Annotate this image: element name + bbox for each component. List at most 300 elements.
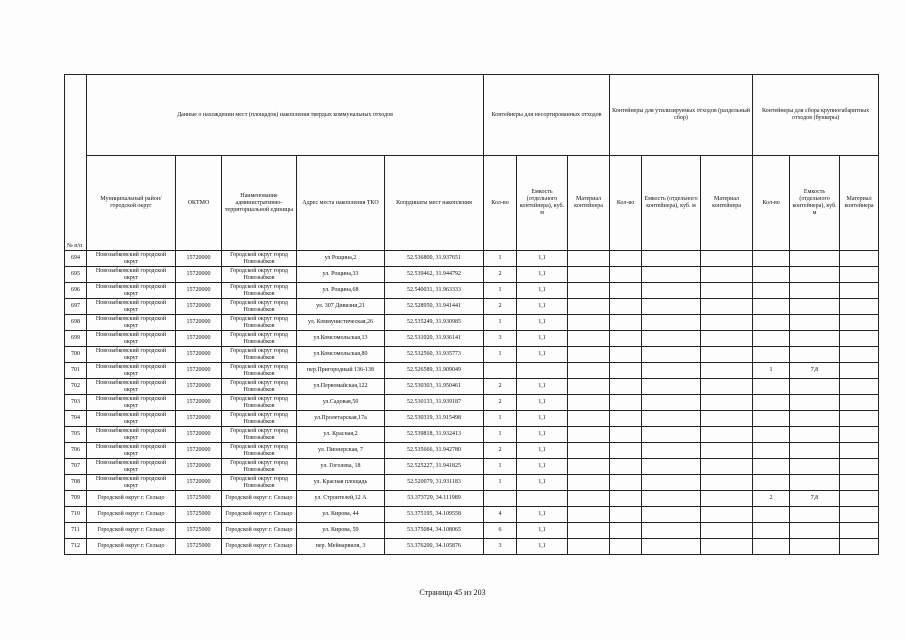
table-body <box>65 251 879 555</box>
cell-material-unsorted <box>568 347 610 363</box>
cell-material-bulky <box>840 299 879 315</box>
table-row <box>65 523 879 539</box>
cell-qty-sorted <box>610 283 642 299</box>
cell-number: 706 <box>65 443 87 459</box>
cell-capacity-unsorted: 1,1 <box>517 443 568 459</box>
cell-qty-sorted <box>610 331 642 347</box>
cell-oktmo: 15720000 <box>176 427 222 443</box>
cell-qty-unsorted: 6 <box>484 523 517 539</box>
cell-material-unsorted <box>568 523 610 539</box>
cell-material-unsorted <box>568 283 610 299</box>
cell-qty-unsorted: 1 <box>484 283 517 299</box>
cell-number: 711 <box>65 523 87 539</box>
cell-municipality: Городской округ г. Сельцо <box>87 523 176 539</box>
cell-material-sorted <box>701 443 753 459</box>
cell-capacity-unsorted: 1,1 <box>517 395 568 411</box>
cell-capacity-unsorted: 1,1 <box>517 379 568 395</box>
cell-material-sorted <box>701 283 753 299</box>
cell-capacity-bulky <box>790 523 840 539</box>
cell-municipality: Новозыбковский городской округ <box>87 331 176 347</box>
header-row-groups <box>65 75 879 156</box>
cell-municipality: Новозыбковский городской округ <box>87 395 176 411</box>
cell-capacity-bulky <box>790 475 840 491</box>
cell-oktmo: 15725000 <box>176 523 222 539</box>
cell-address: ул.Комсомольская,80 <box>297 347 385 363</box>
cell-material-bulky <box>840 331 879 347</box>
cell-admin-unit: Городской округ город Новозыбков <box>222 251 297 267</box>
header-admin-unit: Наименование административно-территориальной единицы <box>222 156 297 251</box>
cell-capacity-bulky <box>790 427 840 443</box>
cell-qty-unsorted: 1 <box>484 347 517 363</box>
cell-capacity-sorted <box>642 363 701 379</box>
cell-capacity-sorted <box>642 507 701 523</box>
table-row <box>65 283 879 299</box>
cell-material-unsorted <box>568 363 610 379</box>
cell-qty-sorted <box>610 507 642 523</box>
cell-capacity-unsorted: 1,1 <box>517 299 568 315</box>
cell-oktmo: 15720000 <box>176 379 222 395</box>
cell-qty-bulky <box>753 315 790 331</box>
header-coords: Координаты мест накопления <box>385 156 484 251</box>
cell-qty-unsorted <box>484 363 517 379</box>
cell-qty-sorted <box>610 251 642 267</box>
cell-admin-unit: Городской округ город Новозыбков <box>222 443 297 459</box>
cell-material-bulky <box>840 251 879 267</box>
cell-material-sorted <box>701 347 753 363</box>
cell-capacity-bulky <box>790 539 840 555</box>
cell-address: ул Рощина,2 <box>297 251 385 267</box>
cell-capacity-sorted <box>642 539 701 555</box>
cell-capacity-unsorted: 1,1 <box>517 267 568 283</box>
cell-address: ул. Строителей,12 А <box>297 491 385 507</box>
cell-municipality: Городской округ г. Сельцо <box>87 539 176 555</box>
cell-number: 694 <box>65 251 87 267</box>
cell-material-unsorted <box>568 491 610 507</box>
cell-material-unsorted <box>568 427 610 443</box>
cell-admin-unit: Городской округ город Новозыбков <box>222 267 297 283</box>
cell-oktmo: 15725000 <box>176 539 222 555</box>
cell-qty-bulky <box>753 443 790 459</box>
cell-admin-unit: Городской округ город Новозыбков <box>222 459 297 475</box>
cell-material-unsorted <box>568 539 610 555</box>
cell-material-sorted <box>701 395 753 411</box>
table-row <box>65 315 879 331</box>
cell-material-sorted <box>701 251 753 267</box>
page-footer: Страница 45 из 203 <box>419 588 486 597</box>
cell-admin-unit: Городской округ город Новозыбков <box>222 379 297 395</box>
cell-qty-bulky <box>753 507 790 523</box>
cell-qty-bulky <box>753 331 790 347</box>
cell-capacity-bulky <box>790 267 840 283</box>
cell-capacity-sorted <box>642 427 701 443</box>
cell-capacity-unsorted <box>517 491 568 507</box>
cell-oktmo: 15720000 <box>176 299 222 315</box>
cell-qty-unsorted: 3 <box>484 331 517 347</box>
cell-number: 703 <box>65 395 87 411</box>
cell-qty-unsorted: 1 <box>484 411 517 427</box>
cell-oktmo: 15720000 <box>176 251 222 267</box>
cell-address: ул.Первомайская,122 <box>297 379 385 395</box>
header-material-sorted: Материал контейнера <box>701 156 753 251</box>
cell-address: ул. Коммунистическая,26 <box>297 315 385 331</box>
cell-material-sorted <box>701 411 753 427</box>
cell-material-sorted <box>701 315 753 331</box>
cell-qty-bulky <box>753 283 790 299</box>
cell-oktmo: 15720000 <box>176 411 222 427</box>
cell-admin-unit: Городской округ город Новозыбков <box>222 411 297 427</box>
cell-qty-bulky: 2 <box>753 491 790 507</box>
cell-municipality: Новозыбковский городской округ <box>87 267 176 283</box>
cell-coords: 52.540031, 31.963333 <box>385 283 484 299</box>
cell-qty-bulky <box>753 395 790 411</box>
cell-admin-unit: Городской округ город Новозыбков <box>222 315 297 331</box>
cell-qty-unsorted: 1 <box>484 251 517 267</box>
cell-municipality: Новозыбковский городской округ <box>87 347 176 363</box>
cell-qty-bulky <box>753 251 790 267</box>
cell-capacity-unsorted: 1,1 <box>517 283 568 299</box>
cell-oktmo: 15720000 <box>176 363 222 379</box>
cell-address: пер. Мейнарвиля, 3 <box>297 539 385 555</box>
cell-number: 699 <box>65 331 87 347</box>
cell-municipality: Новозыбковский городской округ <box>87 443 176 459</box>
cell-admin-unit: Городской округ город Новозыбков <box>222 427 297 443</box>
cell-number: 701 <box>65 363 87 379</box>
cell-capacity-bulky <box>790 459 840 475</box>
cell-qty-unsorted: 2 <box>484 299 517 315</box>
table-row <box>65 507 879 523</box>
cell-number: 710 <box>65 507 87 523</box>
header-oktmo: ОКТМО <box>176 156 222 251</box>
cell-qty-bulky <box>753 347 790 363</box>
cell-material-bulky <box>840 459 879 475</box>
cell-material-sorted <box>701 539 753 555</box>
cell-material-bulky <box>840 347 879 363</box>
cell-material-bulky <box>840 411 879 427</box>
header-qty-unsorted: Кол-во <box>484 156 517 251</box>
cell-capacity-sorted <box>642 299 701 315</box>
table-row <box>65 251 879 267</box>
cell-number: 708 <box>65 475 87 491</box>
cell-address: ул.Садовая,50 <box>297 395 385 411</box>
cell-material-unsorted <box>568 443 610 459</box>
cell-capacity-unsorted: 1,1 <box>517 251 568 267</box>
cell-material-unsorted <box>568 315 610 331</box>
cell-material-bulky <box>840 507 879 523</box>
cell-municipality: Новозыбковский городской округ <box>87 459 176 475</box>
cell-number: 696 <box>65 283 87 299</box>
cell-capacity-unsorted: 1,1 <box>517 347 568 363</box>
cell-capacity-sorted <box>642 475 701 491</box>
cell-capacity-bulky <box>790 283 840 299</box>
table-row <box>65 363 879 379</box>
cell-qty-unsorted: 2 <box>484 395 517 411</box>
cell-material-bulky <box>840 427 879 443</box>
cell-oktmo: 15720000 <box>176 395 222 411</box>
cell-address: ул. Пионерская, 7 <box>297 443 385 459</box>
cell-material-unsorted <box>568 507 610 523</box>
cell-coords: 52.525227, 31.941825 <box>385 459 484 475</box>
cell-coords: 52.531020, 31.936141 <box>385 331 484 347</box>
cell-qty-unsorted: 4 <box>484 507 517 523</box>
cell-address: ул. Красная площадь <box>297 475 385 491</box>
cell-qty-sorted <box>610 539 642 555</box>
cell-material-sorted <box>701 427 753 443</box>
cell-address: ул. Красная,2 <box>297 427 385 443</box>
cell-qty-unsorted: 1 <box>484 427 517 443</box>
table-row <box>65 379 879 395</box>
cell-qty-bulky <box>753 411 790 427</box>
cell-capacity-sorted <box>642 491 701 507</box>
cell-capacity-bulky <box>790 395 840 411</box>
cell-qty-unsorted: 3 <box>484 539 517 555</box>
cell-capacity-sorted <box>642 267 701 283</box>
table-row <box>65 395 879 411</box>
header-sorted-group: Контейнеры для утилизируемых отходов (раздельный сбор) <box>610 75 753 156</box>
cell-material-bulky <box>840 363 879 379</box>
cell-capacity-unsorted: 1,1 <box>517 523 568 539</box>
cell-coords: 52.530303, 31.950461 <box>385 379 484 395</box>
cell-number: 695 <box>65 267 87 283</box>
cell-admin-unit: Городской округ город Новозыбков <box>222 283 297 299</box>
cell-address: ул. Рощина,68 <box>297 283 385 299</box>
table-row <box>65 347 879 363</box>
cell-qty-unsorted: 1 <box>484 459 517 475</box>
cell-capacity-bulky <box>790 251 840 267</box>
header-qty-bulky: Кол-во <box>753 156 790 251</box>
cell-capacity-bulky <box>790 299 840 315</box>
table-row <box>65 459 879 475</box>
cell-material-unsorted <box>568 251 610 267</box>
table-row <box>65 539 879 555</box>
cell-capacity-unsorted: 1,1 <box>517 331 568 347</box>
header-capacity-unsorted: Емкость (отдельного контейнера), куб. м <box>517 156 568 251</box>
cell-address: ул.Пролетарская,17а <box>297 411 385 427</box>
header-qty-sorted: Кол-во <box>610 156 642 251</box>
cell-capacity-sorted <box>642 251 701 267</box>
cell-municipality: Новозыбковский городской округ <box>87 379 176 395</box>
cell-coords: 52.530133, 31.939187 <box>385 395 484 411</box>
cell-qty-sorted <box>610 315 642 331</box>
cell-oktmo: 15720000 <box>176 475 222 491</box>
cell-municipality: Новозыбковский городской округ <box>87 475 176 491</box>
cell-qty-bulky <box>753 523 790 539</box>
cell-municipality: Новозыбковский городской округ <box>87 427 176 443</box>
cell-capacity-sorted <box>642 347 701 363</box>
cell-coords: 53.376200, 34.105876 <box>385 539 484 555</box>
cell-admin-unit: Городской округ город Новозыбков <box>222 475 297 491</box>
cell-municipality: Новозыбковский городской округ <box>87 283 176 299</box>
cell-capacity-sorted <box>642 379 701 395</box>
cell-capacity-sorted <box>642 395 701 411</box>
cell-material-unsorted <box>568 459 610 475</box>
cell-material-sorted <box>701 523 753 539</box>
header-material-unsorted: Материал контейнера <box>568 156 610 251</box>
table-row <box>65 411 879 427</box>
cell-capacity-sorted <box>642 523 701 539</box>
cell-material-unsorted <box>568 331 610 347</box>
cell-qty-sorted <box>610 427 642 443</box>
cell-material-unsorted <box>568 475 610 491</box>
header-number: № п/п <box>65 75 87 251</box>
cell-coords: 52.535249, 31.930985 <box>385 315 484 331</box>
cell-material-sorted <box>701 299 753 315</box>
cell-capacity-bulky <box>790 347 840 363</box>
cell-admin-unit: Городской округ город Новозыбков <box>222 299 297 315</box>
cell-material-sorted <box>701 363 753 379</box>
cell-address: ул. Гоголева, 18 <box>297 459 385 475</box>
cell-material-unsorted <box>568 299 610 315</box>
cell-capacity-sorted <box>642 315 701 331</box>
cell-address: ул. Кирова, 44 <box>297 507 385 523</box>
cell-capacity-bulky <box>790 411 840 427</box>
cell-municipality: Новозыбковский городской округ <box>87 363 176 379</box>
header-material-bulky: Материал контейнера <box>840 156 879 251</box>
header-capacity-sorted: Емкость (отдельного контейнера), куб. м <box>642 156 701 251</box>
cell-material-bulky <box>840 491 879 507</box>
cell-material-sorted <box>701 379 753 395</box>
cell-qty-unsorted: 2 <box>484 443 517 459</box>
table-row <box>65 331 879 347</box>
cell-qty-bulky: 1 <box>753 363 790 379</box>
cell-capacity-unsorted: 1,1 <box>517 459 568 475</box>
cell-number: 698 <box>65 315 87 331</box>
cell-admin-unit: Городской округ г. Сельцо <box>222 523 297 539</box>
cell-qty-unsorted: 2 <box>484 379 517 395</box>
cell-material-bulky <box>840 443 879 459</box>
cell-coords: 52.528950, 31.941441 <box>385 299 484 315</box>
cell-address: ул. 307 Дивизии,21 <box>297 299 385 315</box>
cell-material-bulky <box>840 523 879 539</box>
cell-number: 700 <box>65 347 87 363</box>
cell-qty-sorted <box>610 491 642 507</box>
cell-number: 707 <box>65 459 87 475</box>
cell-capacity-bulky <box>790 379 840 395</box>
cell-material-bulky <box>840 283 879 299</box>
table-row <box>65 443 879 459</box>
cell-capacity-unsorted <box>517 363 568 379</box>
cell-oktmo: 15720000 <box>176 283 222 299</box>
cell-material-unsorted <box>568 267 610 283</box>
cell-number: 704 <box>65 411 87 427</box>
cell-address: ул. Рощина,33 <box>297 267 385 283</box>
header-address: Адрес места накопления ТКО <box>297 156 385 251</box>
cell-oktmo: 15720000 <box>176 267 222 283</box>
cell-capacity-unsorted: 1,1 <box>517 539 568 555</box>
cell-qty-sorted <box>610 379 642 395</box>
cell-capacity-sorted <box>642 443 701 459</box>
cell-municipality: Новозыбковский городской округ <box>87 299 176 315</box>
header-capacity-bulky: Емкость (отдельного контейнера), куб. м <box>790 156 840 251</box>
cell-qty-unsorted: 1 <box>484 315 517 331</box>
cell-material-bulky <box>840 315 879 331</box>
cell-coords: 52.532560, 31.935773 <box>385 347 484 363</box>
cell-capacity-sorted <box>642 459 701 475</box>
table-row <box>65 491 879 507</box>
cell-material-unsorted <box>568 395 610 411</box>
cell-municipality: Новозыбковский городской округ <box>87 251 176 267</box>
cell-material-sorted <box>701 267 753 283</box>
cell-admin-unit: Городской округ город Новозыбков <box>222 395 297 411</box>
cell-capacity-bulky: 7,8 <box>790 491 840 507</box>
cell-admin-unit: Городской округ город Новозыбков <box>222 347 297 363</box>
cell-material-sorted <box>701 459 753 475</box>
cell-qty-sorted <box>610 523 642 539</box>
cell-capacity-unsorted: 1,1 <box>517 411 568 427</box>
cell-qty-unsorted: 2 <box>484 267 517 283</box>
cell-coords: 53.373729, 34.111989 <box>385 491 484 507</box>
cell-qty-sorted <box>610 443 642 459</box>
cell-material-unsorted <box>568 379 610 395</box>
cell-municipality: Городской округ г. Сельцо <box>87 507 176 523</box>
cell-material-bulky <box>840 475 879 491</box>
waste-sites-table <box>64 74 879 555</box>
header-municipality: Муниципальный район/городской округ <box>87 156 176 251</box>
cell-municipality: Новозыбковский городской округ <box>87 315 176 331</box>
cell-municipality: Городской округ г. Сельцо <box>87 491 176 507</box>
cell-capacity-bulky <box>790 331 840 347</box>
cell-coords: 52.535666, 31.942780 <box>385 443 484 459</box>
cell-coords: 52.526589, 31.909049 <box>385 363 484 379</box>
cell-qty-bulky <box>753 539 790 555</box>
cell-capacity-bulky: 7,8 <box>790 363 840 379</box>
cell-capacity-unsorted: 1,1 <box>517 507 568 523</box>
cell-qty-sorted <box>610 299 642 315</box>
cell-oktmo: 15720000 <box>176 459 222 475</box>
cell-oktmo: 15720000 <box>176 443 222 459</box>
header-location-group: Данные о нахождении мест (площадок) накопления твердых коммунальных отходов <box>87 75 484 156</box>
cell-coords: 52.539462, 31.944792 <box>385 267 484 283</box>
cell-admin-unit: Городской округ город Новозыбков <box>222 363 297 379</box>
cell-address: ул. Кирова, 59 <box>297 523 385 539</box>
cell-oktmo: 15725000 <box>176 507 222 523</box>
cell-material-sorted <box>701 491 753 507</box>
cell-address: пер.Пригородный 136-138 <box>297 363 385 379</box>
cell-capacity-bulky <box>790 443 840 459</box>
cell-capacity-unsorted: 1,1 <box>517 475 568 491</box>
cell-qty-bulky <box>753 379 790 395</box>
cell-qty-sorted <box>610 459 642 475</box>
cell-oktmo: 15720000 <box>176 347 222 363</box>
cell-material-bulky <box>840 539 879 555</box>
table-row <box>65 427 879 443</box>
cell-capacity-sorted <box>642 283 701 299</box>
cell-material-bulky <box>840 395 879 411</box>
cell-qty-sorted <box>610 363 642 379</box>
cell-material-sorted <box>701 507 753 523</box>
table-row <box>65 267 879 283</box>
cell-material-sorted <box>701 331 753 347</box>
cell-admin-unit: Городской округ город Новозыбков <box>222 331 297 347</box>
cell-material-unsorted <box>568 411 610 427</box>
cell-capacity-bulky <box>790 507 840 523</box>
cell-material-sorted <box>701 475 753 491</box>
cell-qty-sorted <box>610 267 642 283</box>
cell-address: ул.Комсомольская,13 <box>297 331 385 347</box>
cell-number: 705 <box>65 427 87 443</box>
cell-admin-unit: Городской округ г. Сельцо <box>222 539 297 555</box>
cell-capacity-sorted <box>642 331 701 347</box>
table-row <box>65 475 879 491</box>
cell-qty-unsorted <box>484 491 517 507</box>
cell-coords: 52.520079, 31.931183 <box>385 475 484 491</box>
cell-material-bulky <box>840 379 879 395</box>
cell-qty-bulky <box>753 299 790 315</box>
header-unsorted-group: Контейнеры для несортированных отходов <box>484 75 610 156</box>
cell-oktmo: 15720000 <box>176 331 222 347</box>
cell-number: 712 <box>65 539 87 555</box>
cell-qty-bulky <box>753 267 790 283</box>
cell-coords: 52.530319, 31.915498 <box>385 411 484 427</box>
